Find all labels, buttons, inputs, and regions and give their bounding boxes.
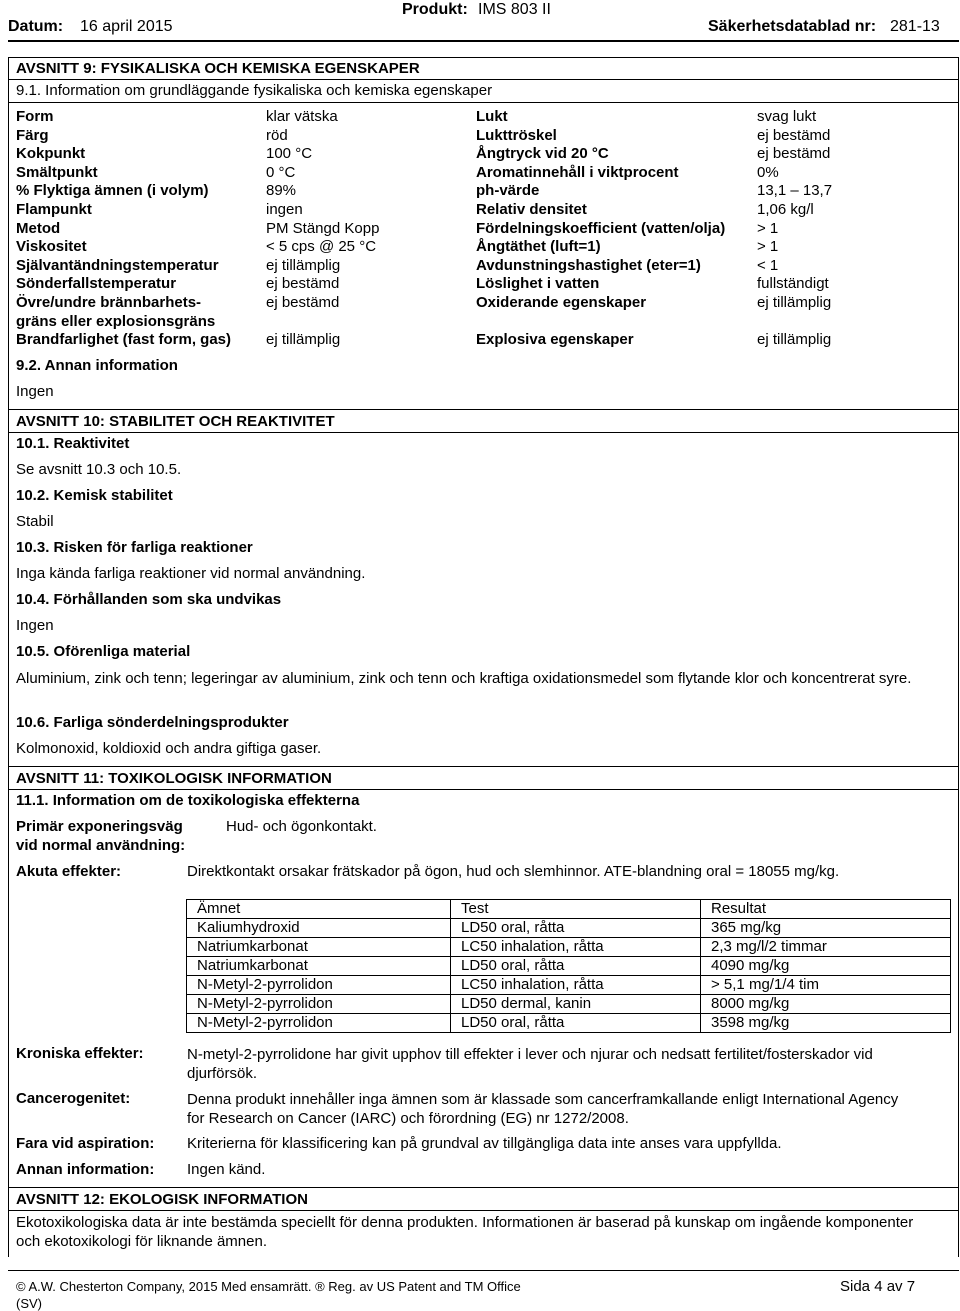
frame-right [958, 57, 959, 1257]
footer-lang: (SV) [16, 1296, 42, 1311]
property-label: Färg [16, 127, 49, 144]
section12-top-rule [8, 1187, 959, 1188]
section9-title: AVSNITT 9: FYSIKALISKA OCH KEMISKA EGENSKAPER [16, 60, 420, 77]
section12-title: AVSNITT 12: EKOLOGISK INFORMATION [16, 1191, 308, 1208]
property-label: Brandfarlighet (fast form, gas) [16, 331, 232, 348]
table-cell: > 5,1 mg/1/4 tim [701, 976, 951, 995]
property-label: ph-värde [476, 182, 540, 199]
toxicity-table [186, 899, 951, 1033]
property-label: Metod [16, 220, 61, 237]
property-value: 0 °C [266, 164, 296, 181]
section10-text-3: Inga kända farliga reaktioner vid normal användning. [16, 565, 366, 582]
table-cell: 2,3 mg/l/2 timmar [701, 938, 951, 957]
property-value: ej bestämd [757, 127, 831, 144]
property-value: > 1 [757, 238, 779, 255]
property-label: Ångtäthet (luft=1) [476, 238, 601, 255]
table-cell: Natriumkarbonat [187, 938, 451, 957]
property-label: Flampunkt [16, 201, 92, 218]
section10-heading-1: 10.1. Reaktivitet [16, 435, 130, 452]
sds-label: Säkerhetsdatablad nr: [708, 18, 877, 35]
acute-label: Akuta effekter: [16, 863, 122, 880]
table-cell: Natriumkarbonat [187, 957, 451, 976]
table-cell: 3598 mg/kg [701, 1014, 951, 1033]
sds-value: 281-13 [890, 18, 940, 35]
section10-heading-4: 10.4. Förhållanden som ska undvikas [16, 591, 282, 608]
other-info-label: Annan information: [16, 1161, 155, 1178]
table-row [187, 995, 951, 1014]
acute-value: Direktkontakt orsakar frätskador på ögon, hud och slemhinnor. ATE-blandning oral = 18055 mg/kg. [187, 863, 840, 880]
property-value: ej bestämd [757, 145, 831, 162]
property-value: < 1 [757, 257, 779, 274]
property-value: 89% [266, 182, 297, 199]
property-value: 13,1 – 13,7 [757, 182, 833, 199]
property-label: Kokpunkt [16, 145, 86, 162]
section10-text-6: Kolmonoxid, koldioxid och andra giftiga gaser. [16, 740, 322, 757]
section10-heading-2: 10.2. Kemisk stabilitet [16, 487, 173, 504]
section9-sub2-text: Ingen [16, 383, 54, 400]
section10-top-rule [8, 409, 959, 410]
property-label: Relativ densitet [476, 201, 587, 218]
property-label: Fördelningskoefficient (vatten/olja) [476, 220, 726, 237]
property-label: Självantändningstemperatur [16, 257, 219, 274]
table-cell: LC50 inhalation, råtta [451, 938, 701, 957]
property-value: ej tillämplig [757, 331, 832, 348]
table-cell: N-Metyl-2-pyrrolidon [187, 976, 451, 995]
carcinogenicity-value: Denna produkt innehåller inga ämnen som är klassade som cancerframkallande enligt International Agency for Research on Cancer (IARC) och förordning (EG) nr 1272/2008. [187, 1091, 899, 1127]
table-header-cell: Ämnet [187, 900, 451, 919]
table-row [187, 938, 951, 957]
property-label: gräns eller explosionsgräns [16, 313, 216, 330]
property-label: Ångtryck vid 20 °C [476, 145, 609, 162]
date-value: 16 april 2015 [80, 18, 173, 35]
property-label: % Flyktiga ämnen (i volym) [16, 182, 209, 199]
section11-title-rule [8, 789, 959, 790]
section10-heading-6: 10.6. Farliga sönderdelningsprodukter [16, 714, 289, 731]
section10-heading-5: 10.5. Oförenliga material [16, 643, 191, 660]
footer-rule [8, 1270, 959, 1271]
property-value: ej tillämplig [266, 257, 341, 274]
property-label: Sönderfallstemperatur [16, 275, 177, 292]
table-cell: N-Metyl-2-pyrrolidon [187, 995, 451, 1014]
route-value: Hud- och ögonkontakt. [226, 818, 377, 835]
section9-sub-rule [8, 102, 959, 103]
header-rule [8, 40, 959, 42]
property-label: Avdunstningshastighet (eter=1) [476, 257, 701, 274]
property-value: 1,06 kg/l [757, 201, 814, 218]
section10-text-4: Ingen [16, 617, 54, 634]
property-value: ej bestämd [266, 294, 340, 311]
section9-sub1: 9.1. Information om grundläggande fysikaliska och kemiska egenskaper [16, 82, 493, 99]
property-value: > 1 [757, 220, 779, 237]
chronic-label: Kroniska effekter: [16, 1045, 144, 1062]
section10-heading-3: 10.3. Risken för farliga reaktioner [16, 539, 253, 556]
aspiration-value: Kriterierna för klassificering kan på grundval av tillgängliga data inte anses vara uppfyllda. [187, 1135, 782, 1152]
product-label: Produkt: [402, 1, 468, 18]
property-value: fullständigt [757, 275, 829, 292]
property-label: Övre/undre brännbarhets- [16, 294, 202, 311]
section10-title: AVSNITT 10: STABILITET OCH REAKTIVITET [16, 413, 335, 430]
property-label: Lukt [476, 108, 508, 125]
section11-top-rule [8, 766, 959, 767]
property-value: 0% [757, 164, 779, 181]
table-cell: LD50 oral, råtta [451, 957, 701, 976]
property-value: 100 °C [266, 145, 313, 162]
section10-title-rule [8, 432, 959, 433]
table-cell: 365 mg/kg [701, 919, 951, 938]
table-row [187, 976, 951, 995]
section9-sub2: 9.2. Annan information [16, 357, 178, 374]
table-cell: Kaliumhydroxid [187, 919, 451, 938]
property-label: Oxiderande egenskaper [476, 294, 647, 311]
table-cell: 4090 mg/kg [701, 957, 951, 976]
frame-left [8, 57, 9, 1257]
table-header-row [187, 900, 951, 919]
section10-text-1: Se avsnitt 10.3 och 10.5. [16, 461, 182, 478]
footer-page: Sida 4 av 7 [840, 1278, 916, 1295]
table-row [187, 919, 951, 938]
section12-title-rule [8, 1210, 959, 1211]
section12-text: Ekotoxikologiska data är inte bestämda speciellt för denna produkten. Informationen är baserad på kunskap om ingående komponenter och ekotoxikologi för liknande ämnen. [16, 1214, 914, 1250]
other-info-value: Ingen känd. [187, 1161, 266, 1178]
table-cell: N-Metyl-2-pyrrolidon [187, 1014, 451, 1033]
property-label: Form [16, 108, 54, 125]
property-value: ej tillämplig [757, 294, 832, 311]
section11-sub1: 11.1. Information om de toxikologiska effekterna [16, 792, 360, 809]
property-value: röd [266, 127, 288, 144]
property-label: Lukttröskel [476, 127, 557, 144]
property-value: PM Stängd Kopp [266, 220, 380, 237]
property-value: svag lukt [757, 108, 817, 125]
date-label: Datum: [8, 18, 64, 35]
table-header-cell: Test [451, 900, 701, 919]
section10-text-2: Stabil [16, 513, 54, 530]
table-cell: LC50 inhalation, råtta [451, 976, 701, 995]
property-value: ej tillämplig [266, 331, 341, 348]
table-cell: LD50 oral, råtta [451, 919, 701, 938]
carcinogenicity-label: Cancerogenitet: [16, 1090, 131, 1107]
table-header-cell: Resultat [701, 900, 951, 919]
property-label: Viskositet [16, 238, 87, 255]
property-value: klar vätska [266, 108, 338, 125]
property-value: < 5 cps @ 25 °C [266, 238, 377, 255]
section11-title: AVSNITT 11: TOXIKOLOGISK INFORMATION [16, 770, 332, 787]
property-label: Aromatinnehåll i viktprocent [476, 164, 679, 181]
table-row [187, 1014, 951, 1033]
property-value: ingen [266, 201, 303, 218]
section10-text-5: Aluminium, zink och tenn; legeringar av aluminium, zink och tenn och kraftiga oxidationsmedel som flytande klor och koncentrerat syre. [16, 670, 912, 687]
section9-title-rule [8, 79, 959, 80]
aspiration-label: Fara vid aspiration: [16, 1135, 155, 1152]
product-value: IMS 803 II [478, 1, 551, 18]
table-cell: LD50 oral, råtta [451, 1014, 701, 1033]
property-label: Smältpunkt [16, 164, 98, 181]
property-value: ej bestämd [266, 275, 340, 292]
table-cell: 8000 mg/kg [701, 995, 951, 1014]
chronic-value: N-metyl-2-pyrrolidone har givit upphov till effekter i lever och njurar och nedsatt fertilitet/fosterskador vid djurförsök. [187, 1046, 873, 1082]
property-label: Explosiva egenskaper [476, 331, 634, 348]
table-cell: LD50 dermal, kanin [451, 995, 701, 1014]
route-label-1: Primär exponeringsväg [16, 818, 183, 835]
property-label: Löslighet i vatten [476, 275, 600, 292]
footer-copyright: © A.W. Chesterton Company, 2015 Med ensamrätt. ® Reg. av US Patent and TM Office [16, 1279, 521, 1294]
table-row [187, 957, 951, 976]
section9-top-rule [8, 57, 959, 58]
route-label-2: vid normal användning: [16, 837, 186, 854]
